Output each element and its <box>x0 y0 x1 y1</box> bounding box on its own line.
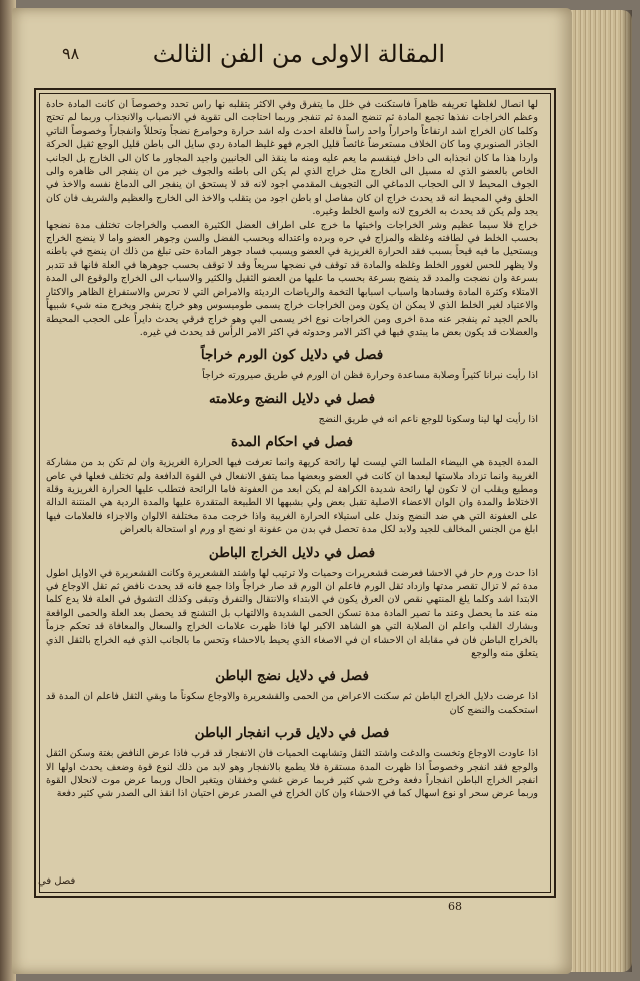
section-heading: فصل في دلايل كون الورم خراجاً <box>200 347 384 364</box>
body-paragraph: اذا عرضت دلايل الخراج الباطن ثم سكنت الاعراض من الحمى والقشعريرة والاوجاع سكوناً ما وبقي الثقل فاعلم ان المدة قد استحكمت والنضج كان <box>46 691 538 716</box>
folio-number: ٩٨ <box>62 44 80 63</box>
section-heading: فصل في دلايل قرب انفجار الباطن <box>194 725 390 742</box>
body-paragraph: المدة الجيدة هي البيضاء الملسا التي ليست لها رائحة كريهة وانما تعرفت فيها الحرارة الغريزية وان لم تكن بد من مشاركة الغريبة وانما تزداد ملاستها لبعدها ان كانت في العضو وبعضها مما يتفق الانفعال في القوة الدافعة ولم تختلف فعلها في عاص ومطيع ويقلب ان لا تكون لها رائحة شديدة الكراهة لم يكن ابعد من العفونة فاما الرائحة فتطلب عليها الحرارة الغريزية وقلة الاختلاط والمدة وان الوان الاعضاء الاصلية تقبل بعض ولي بشبهها الا الطبيعة المتقدرة عليها والمدة الردية هي المنتنة الدالة على العفونة التي هي ضد النضج وندل على استيلاء الحرارة الغريبة واذا خرجت مدة مختلفة الالوان والاجزاء فالعلامات فيها ابلغ من الجنس المخالف للجيد ولابد لكل مدة تحصل في بدن من عفونة او نضج او ورم او استحالة بالعراض <box>46 457 538 536</box>
signature-mark: 68 <box>448 900 462 913</box>
text-frame <box>34 88 556 898</box>
body-paragraph: اذا عاودت الاوجاع وتخست والدغت واشتد الثقل وتشابهت الحميات فان الانفجار قد قرب فاذا عرض النافض بغتة وسكن الثقل والوجع فقد انفجر وخصوصاً اذا ظهرت المدة مستقرة فلا يطمع بالانفجار وهو لابد من ذلك لنوع قوة وضعف يحدث اولها الا انفجر الخراج الباطن انفجاراً دفعة وخرج شي كثير فربما عرض غشي وخفقان ويتغير الحال وربما عرض موت لانحلال القوة وربما عرض سحر او نوع اسهال كما في الاحشاء وان كان الخراج في الصدر عرض احتيان اذا انقذ الى الصدر شي كثير دفعة <box>46 748 538 800</box>
page-header <box>40 40 555 80</box>
catchword: فصل في <box>38 876 76 887</box>
body-paragraph: اذا رأيت لها لينا وسكونا للوجع ناعم انه في طريق النضج <box>318 413 538 425</box>
text-block <box>46 98 538 884</box>
body-paragraph: لها انصال لغلظها تعريفه ظاهراً فاستكنت في خلل ما يتفرق وفي الاكثر يتقلبه نها راس تحدد وخصوصاً ان كانت المادة حادة وعظم الخراجات نفذها تجمع المادة ثم تنضج المدة ثم تنفجر وربما احتاجت الى تقوية في الانصباب والانجذاب وربما لم تحتج وكلما كان الخراج اشد ارتفاعاً واحراراً واحد راساً فالعلة احدث وله اشد حرارة وحوامرع نضجاً وتحللاً وانفجاراً وخصوصاً الناتي الجاذر الصنوبري وما كان الخلاف مستعرضاً غائصاً قليل الجرم فهو غليظ المادة ردي سايل الى باطن قليل الوجع ثقيل الحركة واردا هذا ما كان انجذابه الى داخل فينقسم ما يعم عليه ومنه ما ينقذ الى الجانبين واجيد المجاور ما كان الى الخارج بل الجانب الخاص بالعضو الذي له مسيل الى الخارج مثل خراج الذي لم يكن الى باطنه والجوف خير من ان ينفجر الى ظاهره والى الجوف المحيط لا الى الحجاب الدماغي الى التجويف المقدمي اجود لانه قد لا يستحق ان ينفجر الى الدماغ نفسه والاخذ في الحلق وفي المحيط انه قد يحدث خراج ان كان مفاصل او باطن اجود من يتقلب والاخذ الى الخارج والعظيم والشريف فان كان يجد ولم يكن قد يحدث به الخروج لانه واسع الخلط وغيره. <box>46 99 538 218</box>
body-paragraph: اذا حدث ورم حار في الاحشا فعرضت قشعريرات وحميات ولا ترتيب لها واشتد القشعريرة وكانت القشعريرة في الاوايل اطول مدة ثم لا تزال تقصر مدتها وازداد ثقل الورم فاعلم ان الورم قد صار خراجاً واذا جمع فانه قد يحدث نافض ثم تقل الاوجاع في الابتدا اشد وكلما يلغ المنتهي نقص لان العرق يكون في الابتداء والانتقال والتفرق وتبقى وكذلك التشوق في العلة فلا يدع كلما منه عند ما يحصل وعند ما تصير المادة مدة تسكن الحمى الشديدة والالتهاب بل التشنج قد يحصل بعد العلة والحمى الواقعة وبشارك القلب واعلم ان الصلابة التي هو الشاهد الاكبر لها فاذا ظهرت علامات الخراج والسعال والمعافاة قد تحكم جزماً بالخراج الباطن فان في مقابلة ان الاحشاء ان في الاصغاء الذي يحيط بالاحشاء وتحس ما بالجانب الذي فيه الخراج بالثقل الذي يتعلق منه والوجع <box>46 567 538 659</box>
section-heading: فصل في دلايل النضج وعلامته <box>208 390 376 407</box>
section-heading: فصل في دلايل نضج الباطن <box>215 668 369 685</box>
page-edges <box>568 10 632 972</box>
body-paragraph: خراج فلا سيما عظيم وشر الخراجات واخبثها ما خرج على اطراف العضل الكثيرة العصب والخراجات تختلف مدة نضجها بحسب الخلط في لطافته وغلظه والمزاج في حره وبرده واعتداله وبحسب الفضل والسن وجوهر العضو واما لا ينضج الخراج ويستحيل ما فيه قيحاً بسبب فقد الحرارة الغريزية في العضو ويسبب فساد جوهر المادة حتى تبلغ من ذلك ان ينضج في باطنه ولا يظهر للحس لغوور الخلط وغلظه والمادة قد توقف في نضجها سريعاً وقد لا توقف بحسب جوهرها في العلة فانها قد تتدبر بسرعة وان نضجت والمدد قد ينضج بسرعة بحسب ما عليها من العضو الثقيل والكثير والاسباب الى الخراج والوقوع الى المدة الامتلاء وكثرة المادة وفسادها واسباب اسبابها التخمة والرياضات الرديئة والامراض التي لا تحرس والاستفراغ الظاهر والاكثار والاعتياد لغير الخلط الذي لا يمكن ان يكون ومن الخراجات خراج يسمى طوميسوس وهو خراج ينفجر ويخرج منه شيء شبيهاً بالحم الجيد ثم ينفجر عنه مدة اخرى ومن الخراجات نوع اخر يسمى البي وهو خراج فرقي يحدث دايراً على الحجب المحيطة والعضلات قد يكون بعض ما يبتدي فيها في اكثر الامر وحدوثه في اكثر الامر الرأس قد يحدث في غيره. <box>46 219 538 338</box>
running-title: المقالة الاولى من الفن الثالث <box>152 40 445 68</box>
body-paragraph: اذا رأيت نبرانا كثيراً وصلابة مساعدة وحرارة فظن ان الورم في طريق صيرورته خراجاً <box>202 370 538 382</box>
section-heading: فصل في دلايل الخراج الباطن <box>208 544 376 561</box>
section-heading: فصل في احكام المدة <box>230 434 354 451</box>
